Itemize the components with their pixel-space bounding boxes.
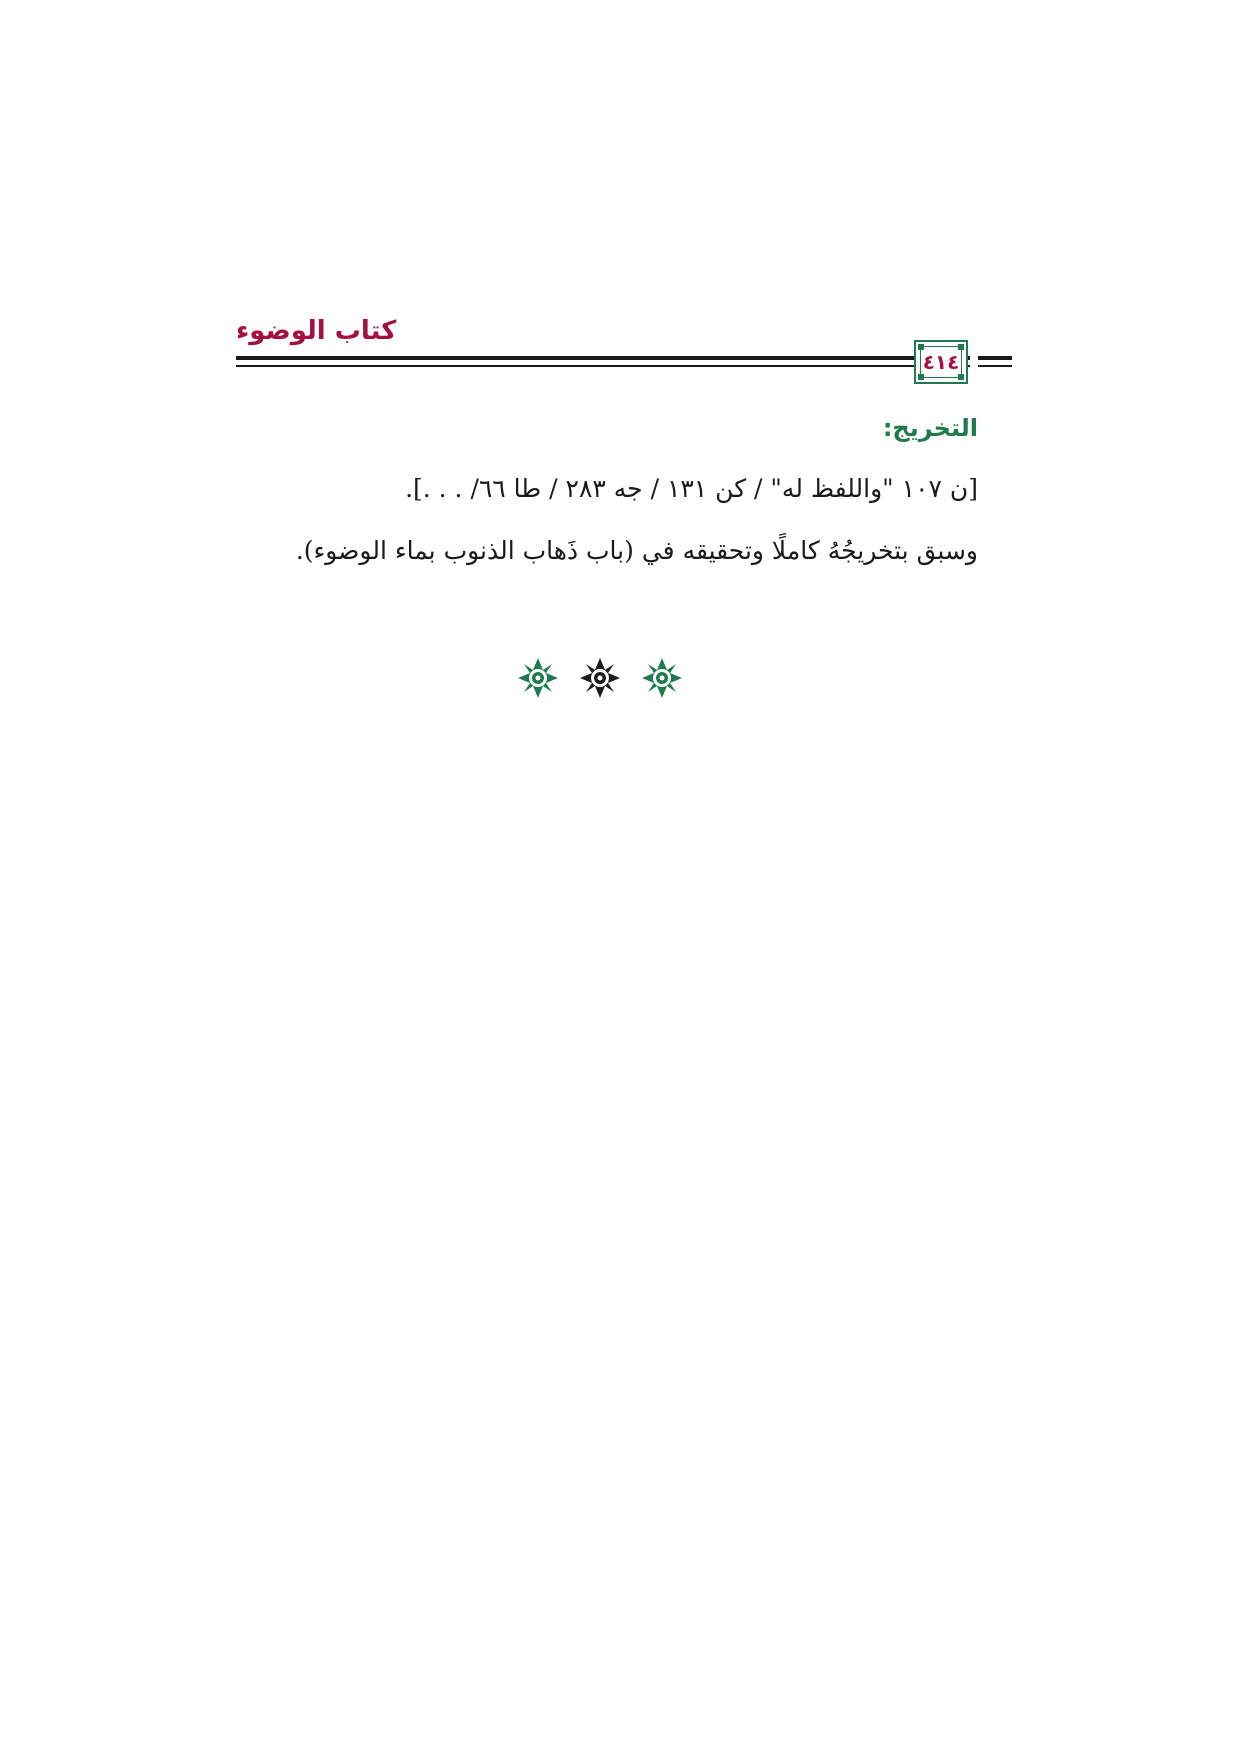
citation-line: [ن ١٠٧ "واللفظ له" / كن ١٣١ / جه ٢٨٣ / طا ٦٦/ . . .]. (405, 474, 978, 503)
book-title: كتاب الوضوء (236, 316, 397, 346)
section-end-ornaments (516, 656, 696, 706)
page-number: ٤١٤ (922, 350, 960, 374)
section-heading: التخريج: (882, 414, 978, 442)
header-rule (236, 356, 970, 370)
flower-ornament-icon (640, 656, 684, 700)
page-number-frame (914, 340, 968, 384)
header-rule-short (978, 356, 1012, 370)
reference-line: وسبق بتخريجُهُ كاملًا وتحقيقه في (باب ذَهاب الذنوب بماء الوضوء). (295, 536, 978, 565)
flower-ornament-icon (516, 656, 560, 700)
flower-ornament-icon (578, 656, 622, 700)
